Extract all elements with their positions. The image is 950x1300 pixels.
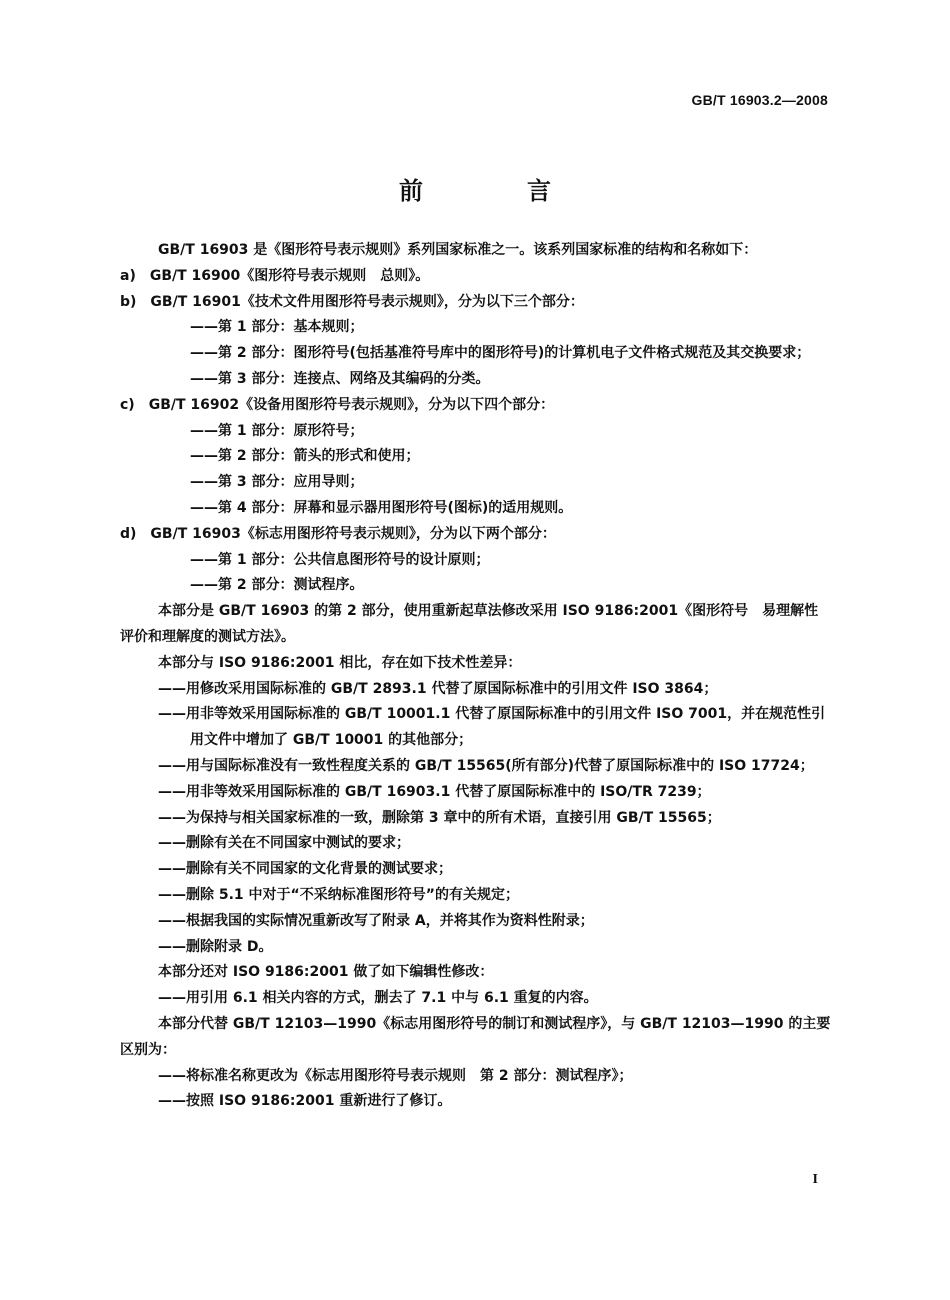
page-title: 前 言 bbox=[399, 177, 591, 205]
difference-item: ——为保持与相关国家标准的一致，删除第 3 章中的所有术语，直接引用 GB/T 15565； bbox=[158, 809, 721, 826]
difference-item: ——用与国际标准没有一致性程度关系的 GB/T 15565(所有部分)代替了原国际标准中的 ISO 17724； bbox=[158, 757, 814, 774]
sub-item: ——第 3 部分：连接点、网络及其编码的分类。 bbox=[190, 370, 490, 387]
list-item-d: d) GB/T 16903《标志用图形符号表示规则》，分为以下两个部分： bbox=[120, 525, 556, 542]
sub-item: ——第 1 部分：基本规则； bbox=[190, 319, 364, 336]
body-paragraph: 本部分与 ISO 9186:2001 相比，存在如下技术性差异： bbox=[158, 654, 522, 671]
sub-item: ——第 2 部分：箭头的形式和使用； bbox=[190, 448, 420, 465]
difference-item: ——用非等效采用国际标准的 GB/T 10001.1 代替了原国际标准中的引用文件 ISO 7001，并在规范性引用文件中增加了 GB/T 10001 的其他部分； bbox=[158, 706, 826, 749]
list-item-a: a) GB/T 16900《图形符号表示规则 总则》。 bbox=[120, 267, 430, 284]
foreword-body bbox=[120, 238, 832, 1115]
sub-item: ——第 2 部分：测试程序。 bbox=[190, 577, 364, 594]
page-number: I bbox=[812, 1172, 818, 1187]
difference-item: ——根据我国的实际情况重新改写了附录 A，并将其作为资料性附录； bbox=[158, 912, 594, 929]
sub-item: ——第 2 部分：图形符号(包括基准符号库中的图形符号)的计算机电子文件格式规范及其交换要求； bbox=[190, 345, 811, 362]
difference-item: ——删除附录 D。 bbox=[158, 938, 273, 955]
editorial-item: ——用引用 6.1 相关内容的方式，删去了 7.1 中与 6.1 重复的内容。 bbox=[158, 990, 598, 1007]
intro-paragraph: GB/T 16903 是《图形符号表示规则》系列国家标准之一。该系列国家标准的结构和名称如下： bbox=[158, 242, 758, 258]
difference-item: ——删除 5.1 中对于“不采纳标准图形符号”的有关规定； bbox=[158, 886, 519, 903]
body-paragraph: 本部分是 GB/T 16903 的第 2 部分，使用重新起草法修改采用 ISO 9186:2001《图形符号 易理解性评价和理解度的测试方法》。 bbox=[120, 603, 819, 645]
sub-item: ——第 3 部分：应用导则； bbox=[190, 474, 364, 491]
list-item-c: c) GB/T 16902《设备用图形符号表示规则》，分为以下四个部分： bbox=[120, 396, 555, 413]
change-item: ——按照 ISO 9186:2001 重新进行了修订。 bbox=[158, 1093, 452, 1110]
sub-item: ——第 1 部分：原形符号； bbox=[190, 422, 364, 439]
body-paragraph: 本部分代替 GB/T 12103—1990《标志用图形符号的制订和测试程序》，与 GB/T 12103—1990 的主要区别为： bbox=[120, 1015, 831, 1058]
difference-item: ——删除有关不同国家的文化背景的测试要求； bbox=[158, 861, 452, 878]
body-paragraph: 本部分还对 ISO 9186:2001 做了如下编辑性修改： bbox=[158, 964, 494, 981]
standard-code: GB/T 16903.2—2008 bbox=[691, 92, 828, 108]
sub-item: ——第 4 部分：屏幕和显示器用图形符号(图标)的适用规则。 bbox=[190, 499, 573, 516]
difference-item: ——用修改采用国际标准的 GB/T 2893.1 代替了原国际标准中的引用文件 ISO 3864； bbox=[158, 680, 718, 697]
list-item-b: b) GB/T 16901《技术文件用图形符号表示规则》，分为以下三个部分： bbox=[120, 293, 584, 310]
difference-item: ——用非等效采用国际标准的 GB/T 16903.1 代替了原国际标准中的 ISO/TR 7239； bbox=[158, 783, 711, 800]
change-item: ——将标准名称更改为《标志用图形符号表示规则 第 2 部分：测试程序》； bbox=[158, 1067, 633, 1084]
sub-item: ——第 1 部分：公共信息图形符号的设计原则； bbox=[190, 551, 490, 568]
difference-item: ——删除有关在不同国家中测试的要求； bbox=[158, 835, 410, 852]
